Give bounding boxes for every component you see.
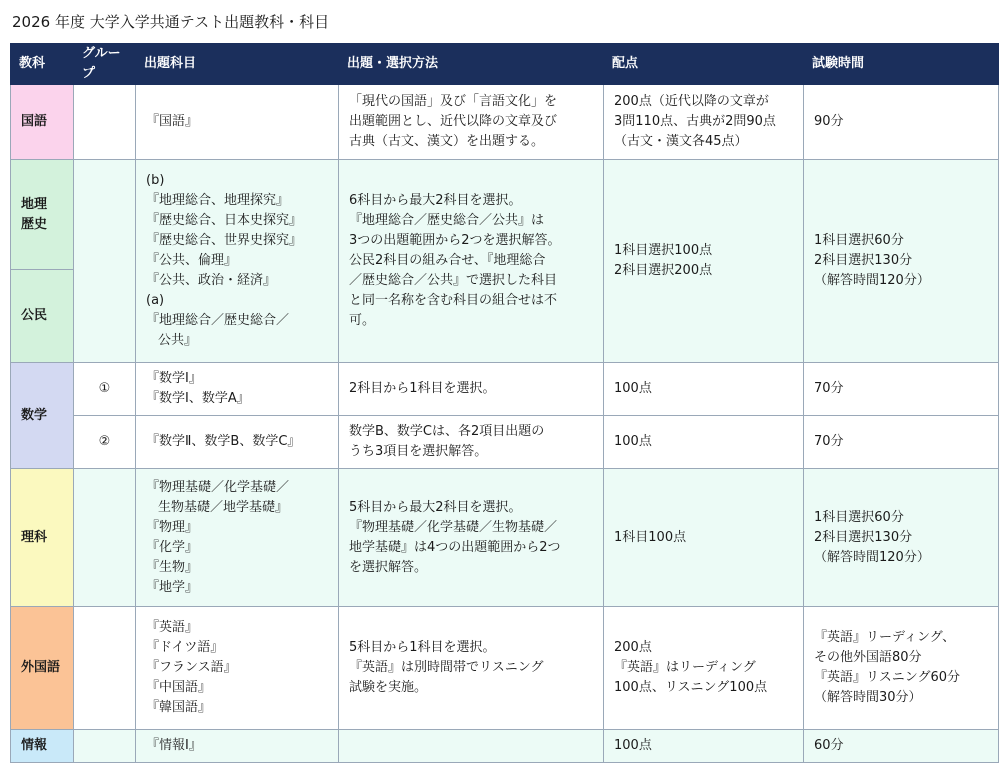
subject-item: 『物理』 (146, 519, 199, 535)
subject-item: (b) (146, 173, 165, 188)
time-line: 『英語』リーディング、 (814, 630, 956, 645)
table-row (11, 469, 999, 607)
method-cell (339, 363, 604, 416)
points-line: 100点 (614, 434, 652, 449)
group-cell (74, 730, 136, 763)
time-line: （解答時間120分） (814, 273, 930, 288)
method-line: を選択解答。 (349, 559, 428, 575)
subjects-cell (136, 469, 339, 607)
method-line: 古典（古文、漢文）を出題する。 (349, 134, 545, 149)
page-title: 2026 年度 大学入学共通テスト出題教科・科目 (12, 13, 330, 31)
time-line: 『英語』リスニング60分 (814, 670, 961, 685)
points-cell (604, 363, 804, 416)
subject-kokugo: 国語 (11, 85, 74, 160)
points-cell (604, 469, 804, 607)
points-line: 200点（近代以降の文章が (614, 94, 769, 109)
subject-joho: 情報 (11, 730, 74, 763)
method-cell (339, 160, 604, 363)
table-row (11, 85, 999, 160)
time-line: 60分 (814, 738, 844, 753)
method-line: と同一名称を含む科目の組合せは不 (349, 293, 558, 308)
subject-item: 生物基礎／地学基礎』 (158, 499, 289, 515)
points-line: 3問110点、古典が2問90点 (614, 114, 776, 129)
time-line: （解答時間120分） (814, 549, 930, 565)
subject-item: 『物理基礎／化学基礎／ (146, 479, 290, 495)
subject-item: 『ドイツ語』 (146, 640, 224, 655)
subject-gaikokugo: 外国語 (11, 607, 74, 730)
method-cell (339, 469, 604, 607)
table-header-row (11, 44, 999, 85)
method-line: 2科目から1科目を選択。 (349, 381, 496, 396)
subject-item: 『生物』 (146, 559, 199, 575)
points-line: 100点 (614, 381, 652, 396)
points-cell (604, 730, 804, 763)
subject-item: 『英語』 (146, 620, 199, 635)
subject-item: 『化学』 (146, 539, 199, 555)
time-cell (804, 416, 999, 469)
subject-item: 『数学Ⅰ』 (146, 371, 202, 386)
group-cell (74, 160, 136, 363)
points-line: 1科目選択100点 (614, 243, 713, 258)
time-cell (804, 607, 999, 730)
method-line: 5科目から1科目を選択。 (349, 640, 496, 655)
points-line: 100点 (614, 738, 652, 753)
subjects-cell (136, 160, 339, 363)
header-group: グループ (74, 44, 136, 85)
subject-item: 『歴史総合、日本史探究』 (146, 213, 303, 228)
time-line: 70分 (814, 381, 844, 396)
time-line: （解答時間30分） (814, 690, 922, 705)
time-cell (804, 469, 999, 607)
subject-item: 『公共、倫理』 (146, 253, 238, 268)
table-row (11, 730, 999, 763)
subjects-cell (136, 607, 339, 730)
time-cell (804, 363, 999, 416)
subjects-cell (136, 85, 339, 160)
method-line: 「現代の国語」及び「言語文化」を (349, 94, 558, 109)
subject-komin: 公民 (11, 270, 74, 363)
subjects-cell (136, 363, 339, 416)
method-line: 『英語』は別時間帯でリスニング (349, 660, 544, 675)
method-cell (339, 85, 604, 160)
method-line: ／歴史総合／公共』で選択した科目 (349, 273, 558, 288)
method-line: 6科目から最大2科目を選択。 (349, 193, 522, 208)
method-cell (339, 607, 604, 730)
method-line: 試験を実施。 (349, 680, 428, 695)
points-cell (604, 607, 804, 730)
group-cell (74, 85, 136, 160)
time-line: 70分 (814, 434, 844, 449)
group-1: ① (74, 363, 136, 416)
method-line: 『地理総合／歴史総合／公共』は (349, 213, 545, 228)
subject-item: 『地理総合／歴史総合／ (146, 313, 290, 328)
table-row (11, 607, 999, 730)
subject-item: 『地理総合、地理探究』 (146, 193, 290, 208)
points-cell (604, 160, 804, 363)
group-cell (74, 607, 136, 730)
method-line: 『物理基礎／化学基礎／生物基礎／ (349, 519, 558, 535)
points-line: 1科目100点 (614, 529, 687, 545)
subject-rika: 理科 (11, 469, 74, 607)
points-line: 100点、リスニング100点 (614, 680, 768, 695)
time-line: 2科目選択130分 (814, 529, 913, 545)
subject-label: 歴史 (21, 216, 48, 232)
table-row (11, 416, 999, 469)
method-line: 出題範囲とし、近代以降の文章及び (349, 114, 558, 129)
time-line: 90分 (814, 114, 844, 129)
subjects-cell (136, 416, 339, 469)
subjects-cell (136, 730, 339, 763)
subject-item: 『情報Ⅰ』 (146, 738, 202, 753)
time-line: その他外国語80分 (814, 650, 922, 665)
time-cell (804, 160, 999, 363)
method-line: うち3項目を選択解答。 (349, 444, 488, 459)
header-method: 出題・選択方法 (339, 44, 604, 85)
method-cell (339, 416, 604, 469)
header-kyoka: 教科 (11, 44, 74, 85)
table-row (11, 160, 999, 270)
exam-subjects-table (10, 43, 999, 763)
header-time: 試験時間 (804, 44, 999, 85)
time-line: 1科目選択60分 (814, 233, 904, 248)
method-line: 地学基礎』は4つの出題範囲から2つ (349, 539, 561, 555)
points-line: （古文・漢文各45点） (614, 134, 748, 149)
subject-item: 『公共、政治・経済』 (146, 273, 277, 288)
points-line: 2科目選択200点 (614, 263, 713, 278)
header-points: 配点 (604, 44, 804, 85)
subject-item: 『歴史総合、世界史探究』 (146, 233, 303, 248)
subject-label: 地理 (21, 196, 48, 212)
subject-item: 『中国語』 (146, 680, 212, 695)
subject-item: 『数学Ⅱ、数学B、数学C』 (146, 434, 301, 449)
subject-chiri-rekishi (11, 160, 74, 270)
method-line: 5科目から最大2科目を選択。 (349, 499, 522, 515)
subject-item: (a) (146, 293, 165, 308)
subject-item: 『フランス語』 (146, 660, 237, 675)
subject-item: 『韓国語』 (146, 700, 212, 715)
subject-item: 『地学』 (146, 579, 199, 595)
header-subjects: 出題科目 (136, 44, 339, 85)
points-line: 200点 (614, 640, 652, 655)
table-row (11, 363, 999, 416)
time-cell (804, 85, 999, 160)
subject-item: 公共』 (158, 333, 198, 348)
method-line: 数学B、数学Cは、各2項目出題の (349, 424, 545, 439)
points-cell (604, 416, 804, 469)
method-line: 3つの出題範囲から2つを選択解答。 (349, 233, 561, 248)
method-cell (339, 730, 604, 763)
time-cell (804, 730, 999, 763)
time-line: 2科目選択130分 (814, 253, 913, 268)
method-line: 可。 (349, 313, 376, 328)
subject-item: 『数学Ⅰ、数学A』 (146, 391, 250, 406)
subject-sugaku: 数学 (11, 363, 74, 469)
method-line: 公民2科目の組み合せ、『地理総合 (349, 253, 546, 268)
group-cell (74, 469, 136, 607)
time-line: 1科目選択60分 (814, 509, 904, 525)
group-2: ② (74, 416, 136, 469)
subject-item: 『国語』 (146, 114, 199, 129)
points-line: 『英語』はリーディング (614, 660, 756, 675)
points-cell (604, 85, 804, 160)
